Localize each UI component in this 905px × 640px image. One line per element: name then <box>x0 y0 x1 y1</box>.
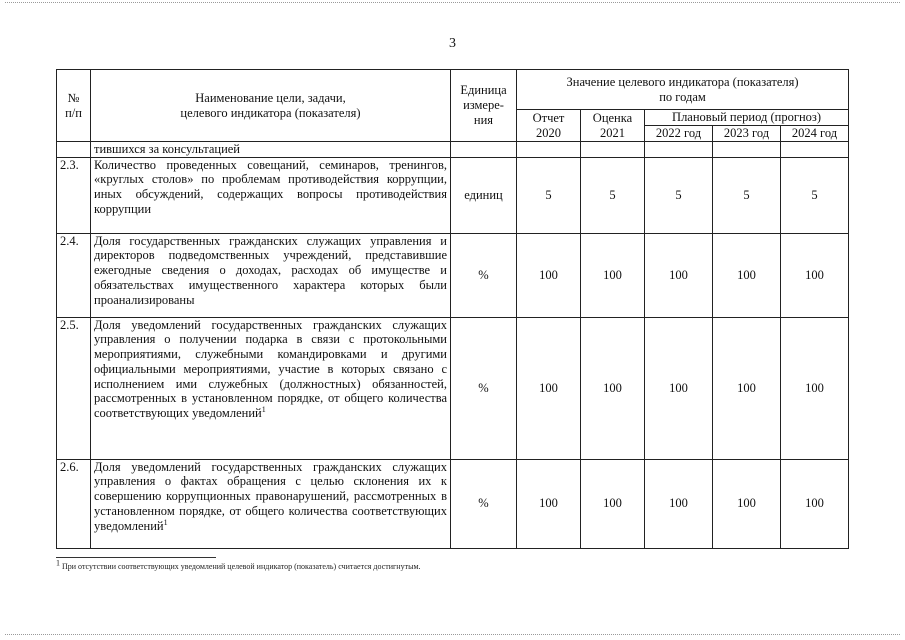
header-year-2023: 2023 год <box>713 126 781 142</box>
row-value-2021: 100 <box>581 459 645 548</box>
row-value-2022: 100 <box>645 317 713 459</box>
row-value-2021: 100 <box>581 233 645 317</box>
row-value-2021: 100 <box>581 317 645 459</box>
header-year-2022: 2022 год <box>645 126 713 142</box>
row-value-2023: 100 <box>713 459 781 548</box>
row-value-2023: 5 <box>713 157 781 233</box>
row-value-2020: 100 <box>517 317 581 459</box>
row-num: 2.5. <box>57 317 91 459</box>
row-unit: единиц <box>451 157 517 233</box>
header-value-group: Значение целевого индикатора (показателя) по годам <box>517 70 849 110</box>
header-name: Наименование цели, задачи, целевого индикатора (показателя) <box>91 70 451 142</box>
top-dotted-border <box>5 2 900 3</box>
row-value-2020: 100 <box>517 233 581 317</box>
table-row <box>57 157 849 233</box>
row-text: Доля уведомлений государственных гражданских служащих управления о получении подарка в связи с протокольными мероприятиями, служебными командировками и другими официальными мероприятиями, участие в которых связано с исполнением ими служебных (должностных) обязанностей, рассмотренных в установленном порядке, от общего количества соответствующих уведомлений <box>94 317 447 420</box>
header-row-1 <box>57 70 849 110</box>
row-value-2020: 100 <box>517 459 581 548</box>
footnote-mark: 1 <box>56 558 60 568</box>
table-row <box>57 317 849 459</box>
row-value-2021: 5 <box>581 157 645 233</box>
footnote-text: При отсутствии соответствующих уведомлений целевой индикатор (показатель) считается достигнутым. <box>62 562 421 571</box>
row-value-2023: 100 <box>713 233 781 317</box>
table-row <box>57 233 849 317</box>
row-value-2024: 5 <box>781 157 849 233</box>
row-value-2020: 5 <box>517 157 581 233</box>
continuation-num-cell <box>57 142 91 158</box>
row-value-2024: 100 <box>781 459 849 548</box>
row-text: Доля уведомлений государственных гражданских служащих управления о фактах обращения с целью склонения их к совершению коррупционных правонарушений, рассмотренных в установленном порядке, от общего количества соответствующих уведомлений <box>94 459 447 533</box>
row-num: 2.3. <box>57 157 91 233</box>
footnote-divider <box>56 557 216 558</box>
row-text: Доля государственных гражданских служащих управления и директоров подведомственных учреждений, представившие ежегодные сведения о доходах, расходах об имуществе и обязательствах имущественного характера которых были проанализированы <box>91 233 451 317</box>
row-num: 2.6. <box>57 459 91 548</box>
row-unit: % <box>451 459 517 548</box>
footnote-ref: 1 <box>163 517 168 527</box>
row-value-2023: 100 <box>713 317 781 459</box>
row-value-2022: 100 <box>645 233 713 317</box>
page-number: 3 <box>449 36 456 51</box>
header-report-2020: Отчет 2020 <box>517 110 581 142</box>
row-text: Количество проведенных совещаний, семинаров, тренингов, «круглых столов» по проблемам противодействия коррупции, иных обсуждений, содержащих вопросы противодействия коррупции <box>91 157 451 233</box>
row-value-2022: 100 <box>645 459 713 548</box>
header-year-2024: 2024 год <box>781 126 849 142</box>
continuation-text: тившихся за консультацией <box>91 142 451 158</box>
row-text-cell <box>91 459 451 548</box>
continuation-row <box>57 142 849 158</box>
header-num: № п/п <box>57 70 91 142</box>
row-value-2024: 100 <box>781 233 849 317</box>
header-unit: Единица измере- ния <box>451 70 517 142</box>
row-value-2022: 5 <box>645 157 713 233</box>
bottom-dotted-border <box>5 634 900 635</box>
header-estimate-2021: Оценка 2021 <box>581 110 645 142</box>
row-value-2024: 100 <box>781 317 849 459</box>
row-num: 2.4. <box>57 233 91 317</box>
table-row <box>57 459 849 548</box>
row-unit: % <box>451 317 517 459</box>
footnote <box>56 558 421 571</box>
row-text-cell <box>91 317 451 459</box>
row-unit: % <box>451 233 517 317</box>
header-planned-period: Плановый период (прогноз) <box>645 110 849 126</box>
footnote-ref: 1 <box>261 404 266 414</box>
indicators-table <box>56 69 849 549</box>
